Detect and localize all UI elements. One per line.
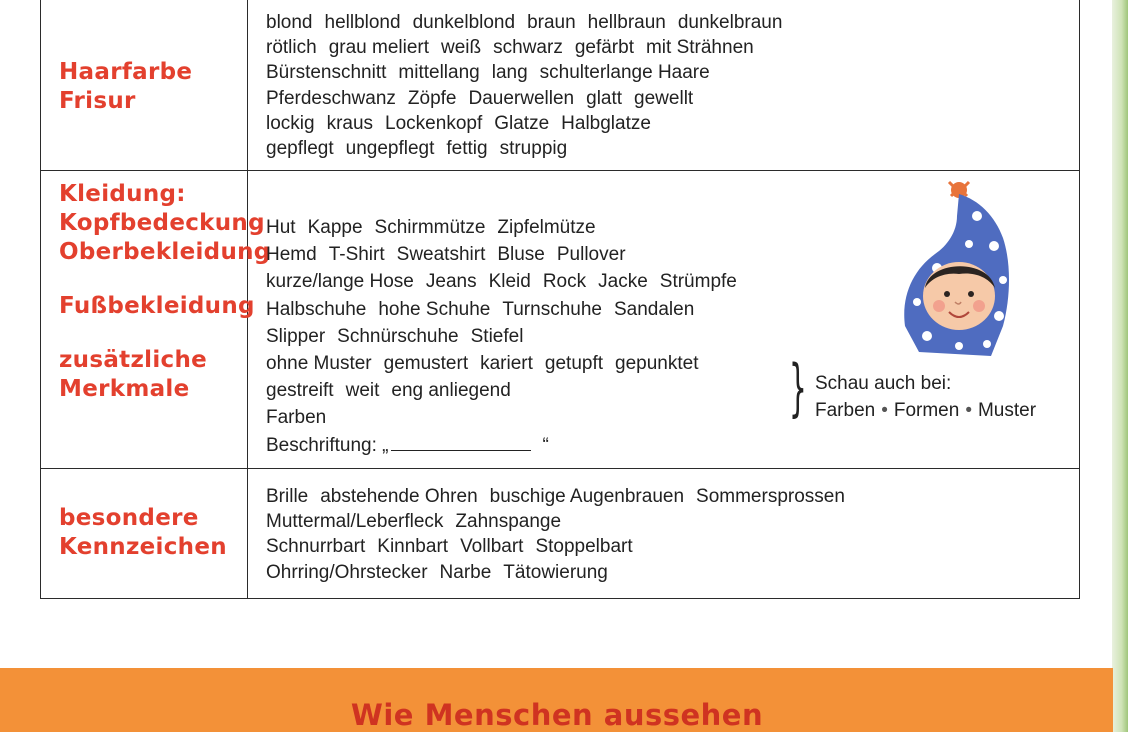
- vocabulary-word: Brille: [266, 486, 309, 507]
- word-line: [266, 35, 794, 60]
- vocabulary-word: Kleid: [488, 271, 531, 293]
- vocabulary-word: T-Shirt: [328, 244, 385, 266]
- vocabulary-word: getupft: [544, 352, 604, 374]
- category-label: Kopfbedeckung: [59, 210, 265, 236]
- category-clothing: [59, 180, 271, 404]
- vocabulary-word: blond: [266, 12, 313, 33]
- word-list-hair: [266, 10, 794, 161]
- word-line: [266, 377, 749, 404]
- vocabulary-word: Dauerwellen: [468, 87, 575, 109]
- word-list-clothing: [266, 214, 749, 459]
- vocabulary-word: Zipfelmütze: [497, 217, 596, 238]
- category-hair: [59, 58, 192, 116]
- word-list-special-features: [266, 484, 857, 585]
- vocabulary-word: dunkelbraun: [677, 12, 783, 33]
- vocabulary-word: Lockenkopf: [385, 112, 483, 134]
- vocabulary-word: Sommersprossen: [696, 486, 845, 507]
- vocabulary-word: ohne Muster: [266, 352, 372, 374]
- see-also-items: [815, 397, 1036, 424]
- vocabulary-word: gestreift: [266, 380, 334, 402]
- vocabulary-word: Schnurrbart: [266, 536, 366, 558]
- vocabulary-word: kurze/lange Hose: [266, 271, 414, 293]
- word-line: [266, 296, 749, 323]
- category-label: Kleidung:: [59, 181, 186, 207]
- vocabulary-word: gepflegt: [266, 137, 334, 159]
- word-line: [266, 509, 857, 534]
- word-line: [266, 214, 749, 241]
- vocabulary-word: Hemd: [266, 244, 317, 266]
- vocabulary-table: [40, 0, 1080, 599]
- vocabulary-word: hellblond: [324, 12, 401, 33]
- vocabulary-word: braun: [527, 12, 576, 33]
- vocabulary-word: grau meliert: [328, 37, 430, 59]
- row-divider: [41, 170, 1079, 171]
- curly-brace-icon: }: [789, 351, 807, 424]
- category-label: Frisur: [59, 88, 136, 114]
- category-label: Oberbekleidung: [59, 239, 271, 265]
- vocabulary-word: buschige Augenbrauen: [489, 486, 685, 507]
- vocabulary-word: gepunktet: [615, 352, 699, 374]
- vocabulary-word: struppig: [499, 137, 568, 159]
- vocabulary-word: Zahnspange: [455, 511, 562, 533]
- word-line: [266, 111, 794, 136]
- vocabulary-word: Slipper: [266, 325, 326, 347]
- word-line: [266, 268, 749, 295]
- vocabulary-word: abstehende Ohren: [320, 486, 478, 507]
- word-line: [266, 60, 794, 85]
- page-title: Wie Menschen aussehen: [350, 698, 764, 732]
- blank-line: [391, 436, 531, 451]
- vocabulary-word: Muttermal/Leberfleck: [266, 511, 444, 533]
- word-line: [266, 86, 794, 111]
- word-line: [266, 560, 857, 585]
- word-line: [266, 10, 794, 35]
- vocabulary-word: Kappe: [307, 217, 363, 238]
- vocabulary-word: gefärbt: [574, 37, 634, 59]
- vocabulary-word: Pferdeschwanz: [266, 87, 396, 109]
- category-label: Haarfarbe: [59, 59, 193, 85]
- category-label: Fußbekleidung: [59, 293, 255, 319]
- bullet-icon: •: [881, 400, 888, 421]
- vocabulary-word: weit: [345, 380, 380, 402]
- vocabulary-word: lockig: [266, 112, 315, 134]
- see-also-item: Farben: [815, 400, 876, 421]
- label-suffix: “: [542, 434, 549, 456]
- category-label: zusätzliche: [59, 347, 208, 373]
- vocabulary-word: ungepflegt: [345, 137, 435, 159]
- row-divider: [41, 468, 1079, 469]
- vocabulary-word: Ohrring/Ohrstecker: [266, 561, 428, 583]
- vocabulary-word: Rock: [542, 271, 587, 293]
- see-also-item: Formen: [893, 400, 960, 421]
- see-also-title: Schau auch bei:: [815, 373, 952, 394]
- vocabulary-word: Glatze: [494, 112, 550, 134]
- vocabulary-word: schulterlange Haare: [539, 62, 710, 84]
- vocabulary-word: mittellang: [398, 62, 480, 84]
- vocabulary-word: Stiefel: [470, 325, 524, 347]
- vocabulary-word: Stoppelbart: [535, 536, 633, 558]
- vocabulary-word: dunkelblond: [412, 12, 516, 33]
- label-prefix: Beschriftung: „: [266, 434, 389, 456]
- page-edge: [1112, 0, 1128, 732]
- vocabulary-word: eng anliegend: [391, 380, 511, 402]
- vocabulary-word: Turnschuhe: [502, 298, 602, 320]
- vocabulary-word: gewellt: [634, 87, 694, 109]
- vocabulary-word: kraus: [326, 112, 374, 134]
- vocabulary-word: rötlich: [266, 37, 317, 59]
- vocabulary-word: Pullover: [556, 244, 626, 266]
- category-label: Kennzeichen: [59, 534, 227, 560]
- vocabulary-word: schwarz: [493, 37, 563, 59]
- label-line: [266, 432, 749, 459]
- vocabulary-word: lang: [491, 62, 528, 84]
- word-line: [266, 323, 749, 350]
- vocabulary-word: Jeans: [425, 271, 477, 293]
- bullet-icon: •: [965, 400, 972, 421]
- vocabulary-word: Halbglatze: [561, 112, 651, 134]
- vocabulary-word: Tätowierung: [503, 561, 608, 583]
- word-line: [266, 484, 857, 509]
- word-line: [266, 534, 857, 559]
- vocabulary-word: Kinnbart: [377, 536, 449, 558]
- vocabulary-word: Strümpfe: [659, 271, 737, 293]
- word-line: [266, 404, 749, 431]
- vocabulary-word: kariert: [480, 352, 533, 374]
- vocabulary-word: weiß: [441, 37, 482, 59]
- category-label: besondere: [59, 505, 199, 531]
- vocabulary-word: Bürstenschnitt: [266, 62, 387, 84]
- vocabulary-word: gemustert: [383, 352, 469, 374]
- vocabulary-word: mit Strähnen: [645, 37, 754, 59]
- word-line: [266, 241, 749, 268]
- see-also-item: Muster: [977, 400, 1037, 421]
- vocabulary-word: Farben: [266, 407, 327, 429]
- vocabulary-word: Schnürschuhe: [337, 325, 459, 347]
- see-also-box: [815, 370, 1036, 424]
- vocabulary-word: hohe Schuhe: [378, 298, 491, 320]
- word-line: [266, 350, 749, 377]
- vocabulary-word: glatt: [586, 87, 623, 109]
- category-label: Merkmale: [59, 376, 190, 402]
- vocabulary-word: fettig: [446, 137, 488, 159]
- vocabulary-word: Jacke: [598, 271, 648, 293]
- child-in-pointed-nightcap-icon: [899, 176, 1019, 372]
- vocabulary-word: Hut: [266, 217, 296, 238]
- vocabulary-word: Narbe: [439, 561, 492, 583]
- category-special-features: [59, 504, 227, 562]
- vocabulary-word: Schirmmütze: [374, 217, 486, 238]
- vocabulary-word: hellbraun: [587, 12, 666, 33]
- vocabulary-word: Halbschuhe: [266, 298, 367, 320]
- vocabulary-word: Bluse: [497, 244, 545, 266]
- vocabulary-word: Sweatshirt: [396, 244, 486, 266]
- vocabulary-word: Sandalen: [613, 298, 695, 320]
- word-line: [266, 136, 794, 161]
- vocabulary-word: Vollbart: [460, 536, 524, 558]
- vocabulary-word: Zöpfe: [407, 87, 457, 109]
